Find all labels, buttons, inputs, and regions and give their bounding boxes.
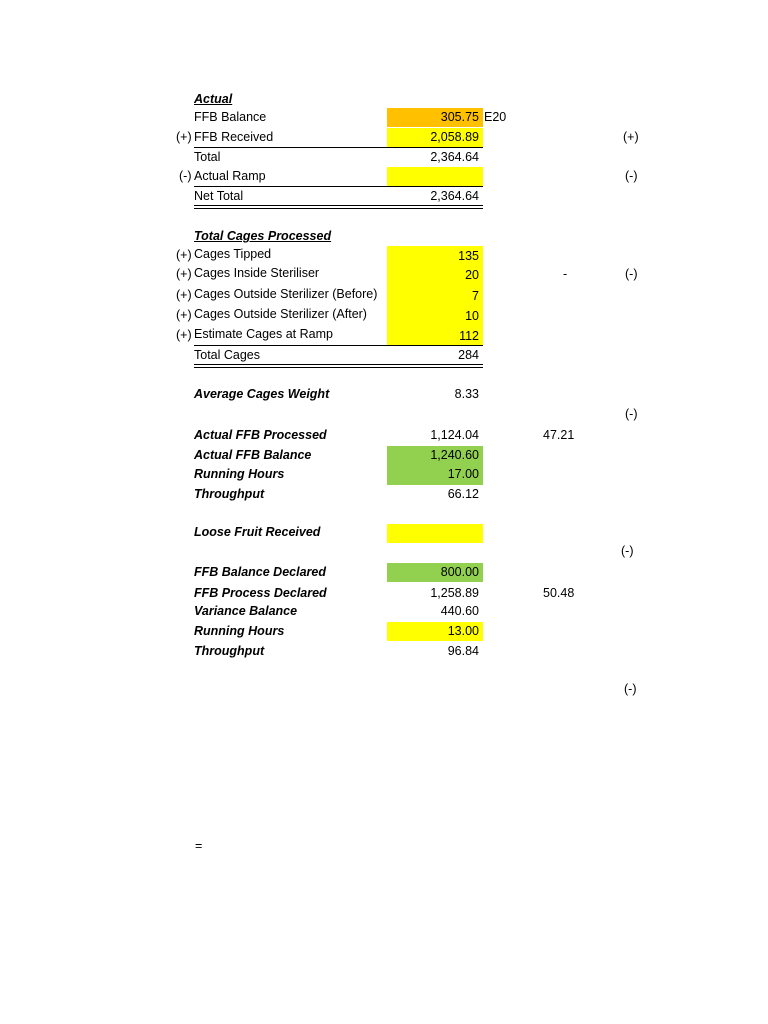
ffb-balance-note: E20 [484, 110, 507, 124]
cages-before-value: 7 [472, 289, 479, 303]
average-cages-weight-value: 8.33 [454, 387, 479, 401]
ffb-balance-value: 305.75 [440, 110, 479, 124]
running-hours-value: 17.00 [447, 467, 479, 481]
cages-tipped-label: Cages Tipped [194, 247, 272, 261]
cages-ramp-value: 112 [459, 329, 479, 343]
cages-after-value: 10 [465, 309, 479, 323]
loose-fruit-cell[interactable] [387, 524, 483, 543]
ffb-balance-declared-value: 800.00 [440, 565, 479, 579]
net-total-double-line [194, 205, 483, 209]
actual-ffb-balance-value: 1,240.60 [430, 448, 479, 462]
cages-inside-label: Cages Inside Steriliser [194, 266, 320, 280]
declared-running-hours-value: 13.00 [447, 624, 479, 638]
declared-throughput-value: 96.84 [447, 644, 479, 658]
total-cages-label: Total Cages [194, 348, 261, 362]
cages-ramp-label: Estimate Cages at Ramp [194, 327, 333, 341]
average-right-sign: (-) [625, 407, 638, 421]
total-cages-value: 284 [458, 348, 479, 362]
actual-ramp-right-sign: (-) [625, 169, 638, 183]
throughput-label: Throughput [194, 487, 265, 501]
actual-ramp-cell[interactable] [387, 167, 483, 186]
ffb-received-sign: (+) [176, 130, 192, 144]
actual-ffb-processed-extra: 47.21 [543, 428, 575, 442]
cages-before-label: Cages Outside Sterilizer (Before) [194, 287, 378, 301]
declared-right-sign: (-) [624, 682, 637, 696]
cages-ramp-sign: (+) [176, 328, 192, 342]
total-cages-double-line [194, 364, 483, 368]
variance-balance-value: 440.60 [440, 604, 479, 618]
net-total-value: 2,364.64 [430, 189, 479, 203]
variance-balance-label: Variance Balance [194, 604, 298, 618]
average-cages-weight-label: Average Cages Weight [194, 387, 330, 401]
total-value: 2,364.64 [430, 150, 479, 164]
cages-inside-value: 20 [465, 268, 479, 282]
ffb-process-declared-label: FFB Process Declared [194, 586, 327, 600]
actual-ramp-sign: (-) [179, 169, 192, 183]
cages-tipped-value: 135 [458, 249, 479, 263]
total-label: Total [194, 150, 221, 164]
running-hours-label: Running Hours [194, 467, 285, 481]
cages-heading: Total Cages Processed [194, 229, 332, 243]
ffb-balance-label: FFB Balance [194, 110, 267, 124]
cages-after-label: Cages Outside Sterilizer (After) [194, 307, 367, 321]
ffb-received-value: 2,058.89 [430, 130, 479, 144]
declared-running-hours-label: Running Hours [194, 624, 285, 638]
cages-before-sign: (+) [176, 288, 192, 302]
ffb-balance-declared-label: FFB Balance Declared [194, 565, 326, 579]
equals-sign: = [195, 839, 203, 853]
cages-after-sign: (+) [176, 308, 192, 322]
ffb-process-declared-extra: 50.48 [543, 586, 575, 600]
ffb-process-declared-value: 1,258.89 [430, 586, 479, 600]
ffb-received-label: FFB Received [194, 130, 274, 144]
net-total-label: Net Total [194, 189, 244, 203]
cages-tipped-sign: (+) [176, 248, 192, 262]
ffb-received-right-sign: (+) [623, 130, 639, 144]
actual-ffb-balance-label: Actual FFB Balance [194, 448, 312, 462]
actual-heading: Actual [194, 92, 233, 106]
actual-ffb-processed-label: Actual FFB Processed [194, 428, 327, 442]
throughput-value: 66.12 [447, 487, 479, 501]
cages-inside-right-sign: (-) [625, 267, 638, 281]
actual-ramp-label: Actual Ramp [194, 169, 266, 183]
cages-inside-dash: - [563, 267, 568, 281]
actual-ffb-processed-value: 1,124.04 [430, 428, 479, 442]
cages-inside-sign: (+) [176, 267, 192, 281]
loose-fruit-right-sign: (-) [621, 544, 634, 558]
declared-throughput-label: Throughput [194, 644, 265, 658]
loose-fruit-label: Loose Fruit Received [194, 525, 321, 539]
